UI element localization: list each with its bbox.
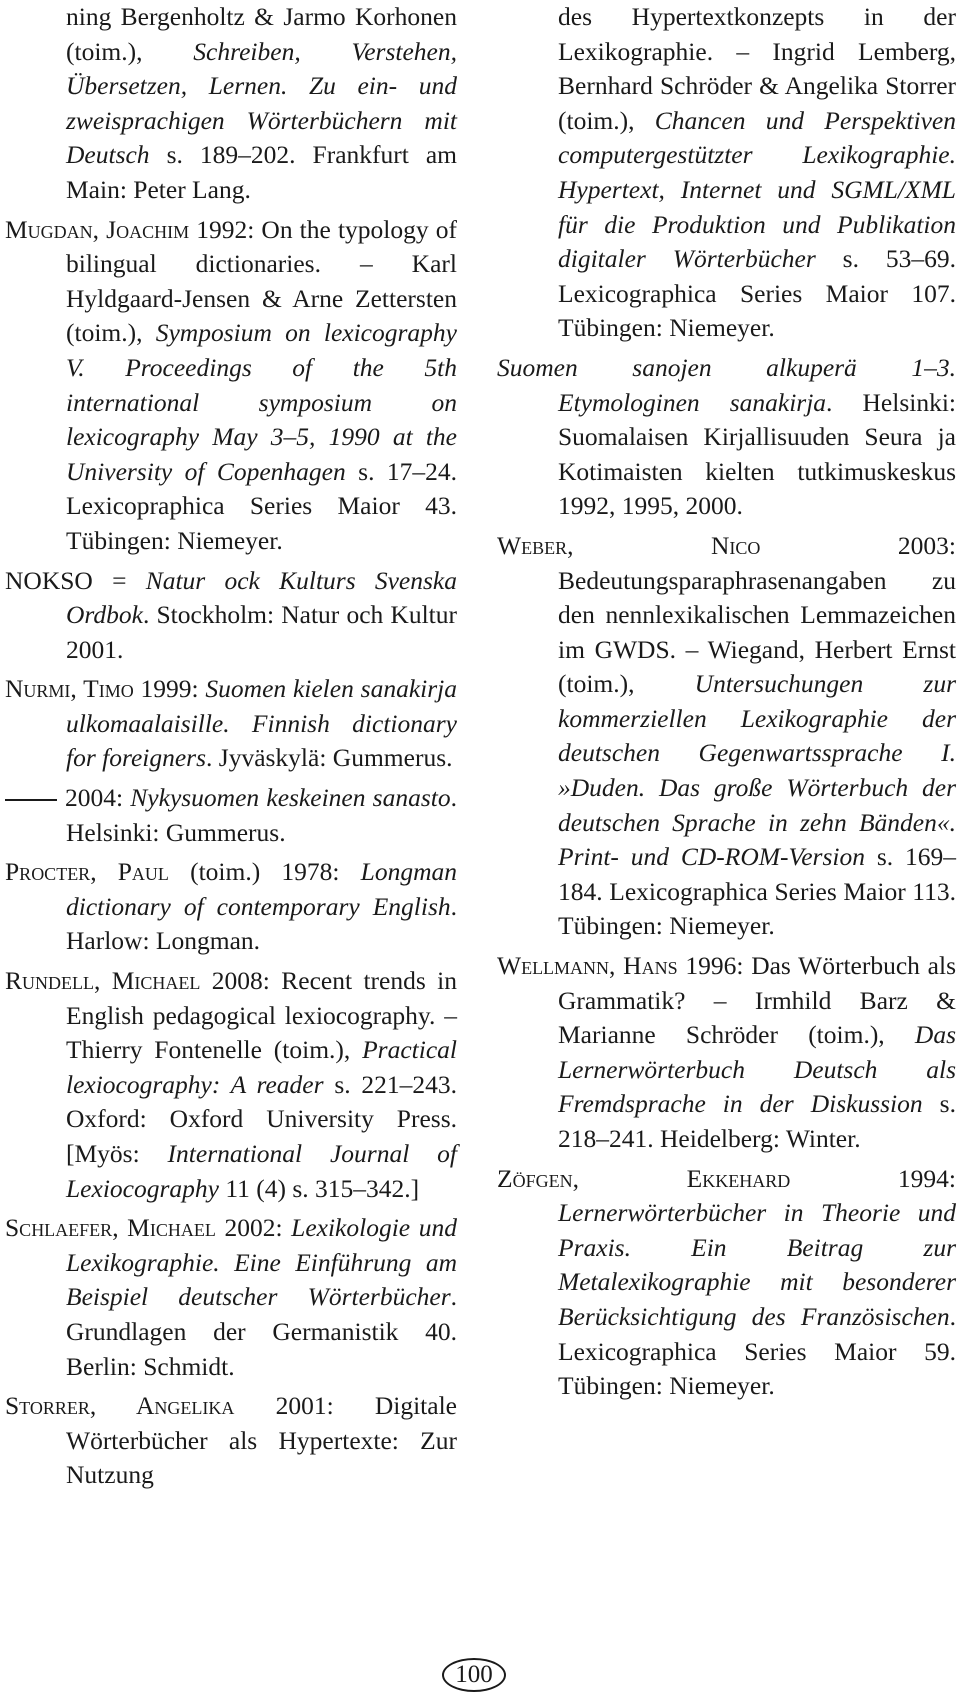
reference-entry-wellmann: Wellmann, Hans 1996: Das Wörterbuch als Grammatik? – Irmhild Barz & Marianne Schröder (toim.), Das Lernerwörterbuch Deutsch als Fremdsprache in der Diskussion s. 218–241. Heidelberg: Winter. bbox=[497, 951, 956, 1153]
author-name: Wellmann, Hans bbox=[497, 951, 678, 981]
reference-entry-procter: Procter, Paul (toim.) 1978: Longman dictionary of contemporary English. Harlow: Longman. bbox=[5, 857, 457, 956]
author-name: Weber, Nico bbox=[497, 530, 761, 560]
page-number: 100 bbox=[442, 1658, 506, 1692]
reference-entry-nokso: NOKSO = Natur ock Kulturs Svenska Ordbok. Stockholm: Natur och Kultur 2001. bbox=[5, 565, 457, 664]
reference-entry-storrer: Storrer, Angelika 2001: Digitale Wörterbücher als Hypertexte: Zur Nutzung bbox=[5, 1391, 457, 1490]
author-name: Mugdan, Joachim bbox=[5, 214, 190, 244]
reference-entry-schlaefer: Schlaefer, Michael 2002: Lexikologie und Lexikographie. Eine Einführung am Beispiel deutscher Wörterbücher. Grundlagen der Germanistik 40. Berlin: Schmidt. bbox=[5, 1213, 457, 1381]
reference-entry-suomen-sanojen: Suomen sanojen alkuperä 1–3. Etymologinen sanakirja. Helsinki: Suomalaisen Kirjallisuuden Seura ja Kotimaisten kielten tutkimuskeskus 1992, 1995, 2000. bbox=[497, 352, 956, 521]
reference-entry-weber: Weber, Nico 2003: Bedeutungsparaphrasenangaben zu den nennlexikalischen Lemmazeichen im GWDS. – Wiegand, Herbert Ernst (toim.), Untersuchungen zur kommerziellen Lexikographie der deutschen Gegenwartssprache I. »Duden. Das große Wörterbuch der deutschen Sprache in zehn Bänden«. Print- und CD-ROM-Version s. 169–184. Lexicographica Series Maior 113. Tübingen: Niemeyer. bbox=[497, 530, 956, 941]
right-column bbox=[497, 0, 956, 1409]
author-name: Storrer, Angelika bbox=[5, 1391, 235, 1421]
author-name: Rundell, Michael bbox=[5, 966, 201, 996]
left-column bbox=[5, 0, 457, 1498]
reference-entry-mugdan: Mugdan, Joachim 1992: On the typology of bilingual dictionaries. – Karl Hyldgaard-Jensen & Arne Zettersten (toim.), Symposium on lexicography V. Proceedings of the 5th international symposium on lexicography May 3–5, 1990 at the University of Copenhagen s. 17–24. Lexicopraphica Series Maior 43. Tübingen: Niemeyer. bbox=[5, 214, 457, 555]
reference-entry-nurmi-2004: 2004: Nykysuomen keskeinen sanasto. Helsinki: Gummerus. bbox=[5, 781, 457, 850]
reference-entry-zofgen: Zöfgen, Ekkehard 1994: Lernerwörterbücher in Theorie und Praxis. Ein Beitrag zur Metalexikographie mit besonderer Berücksichtigung des Französischen. Lexicographica Series Maior 59. Tübingen: Niemeyer. bbox=[497, 1163, 956, 1401]
author-name: Zöfgen, Ekkehard bbox=[497, 1163, 791, 1193]
reference-entry-continued: ning Bergenholtz & Jarmo Korhonen (toim.), Schreiben, Verstehen, Übersetzen, Lernen. Zu ein- und zweisprachigen Wörterbüchern mit Deutsch s. 189–202. Frankfurt am Main: Peter Lang. bbox=[66, 2, 457, 204]
reference-entry-rundell: Rundell, Michael 2008: Recent trends in English pedagogical lexiocography. – Thierry Fontenelle (toim.), Practical lexiocography: A reader s. 221–243. Oxford: Oxford University Press. [Myös: International Journal of Lexiocography 11 (4) s. 315–342.] bbox=[5, 966, 457, 1203]
author-name: Schlaefer, Michael bbox=[5, 1213, 216, 1243]
reference-entry-nurmi-1999: Nurmi, Timo 1999: Suomen kielen sanakirja ulkomaalaisille. Finnish dictionary for foreigners. Jyväskylä: Gummerus. bbox=[5, 674, 457, 773]
reference-entry-storrer-continued: des Hypertextkonzepts in der Lexikographie. – Ingrid Lemberg, Bernhard Schröder & Angelika Storrer (toim.), Chancen und Perspektiven computergestützter Lexikographie. Hypertext, Internet und SGML/XML für die Produktion und Publikation digitaler Wörterbücher s. 53–69. Lexicographica Series Maior 107. Tübingen: Niemeyer. bbox=[558, 2, 956, 343]
author-name: Nurmi, Timo bbox=[5, 674, 134, 704]
author-name: Procter, Paul bbox=[5, 857, 169, 887]
repeat-author-dash bbox=[5, 799, 57, 801]
